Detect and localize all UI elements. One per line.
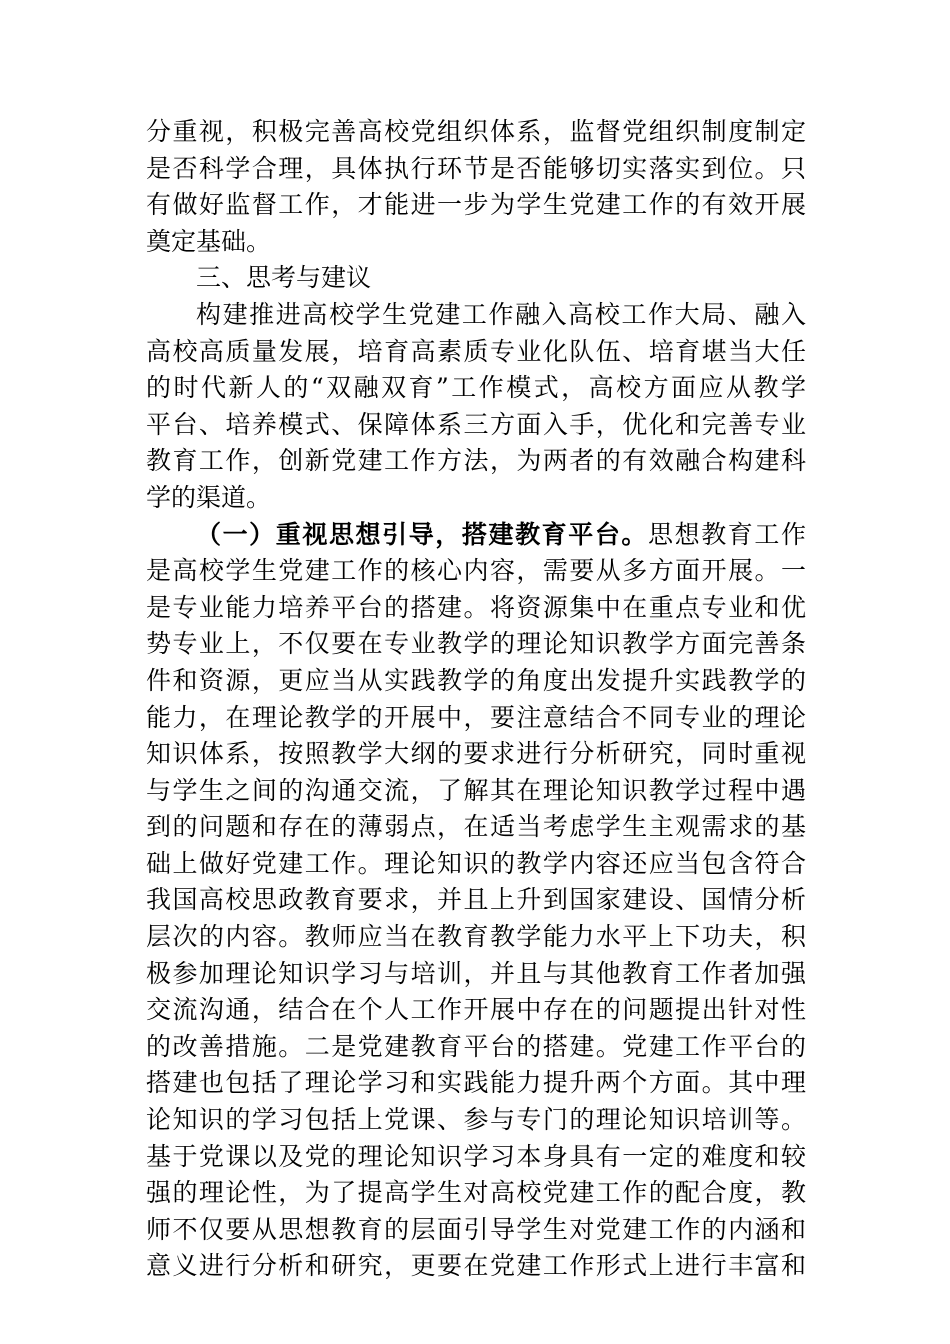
text-line: 有做好监督工作，才能进一步为学生党建工作的有效开展 <box>146 190 806 220</box>
section-heading: 三、思考与建议 <box>196 263 372 293</box>
text-line: 能力，在理论教学的开展中，要注意结合不同专业的理论 <box>146 702 806 732</box>
text-line: 师不仅要从思想教育的层面引导学生对党建工作的内涵和 <box>146 1214 806 1244</box>
text-line: 是专业能力培养平台的搭建。将资源集中在重点专业和优 <box>146 592 806 622</box>
text-line: 与学生之间的沟通交流，了解其在理论知识教学过程中遇 <box>146 775 806 805</box>
text-line: 件和资源，更应当从实践教学的角度出发提升实践教学的 <box>146 665 806 695</box>
text-line: 学的渠道。 <box>146 482 272 512</box>
text-line: 教育工作，创新党建工作方法，为两者的有效融合构建科 <box>146 446 806 476</box>
text-line: 我国高校思政教育要求，并且上升到国家建设、国情分析 <box>146 885 806 915</box>
text-line: 奠定基础。 <box>146 226 272 256</box>
text-line: 构建推进高校学生党建工作融入高校工作大局、融入 <box>196 299 806 329</box>
text-line: 极参加理论知识学习与培训，并且与其他教育工作者加强 <box>146 958 806 988</box>
text-span: 思想教育工作 <box>648 519 806 549</box>
text-line: 层次的内容。教师应当在教育教学能力水平上下功夫，积 <box>146 922 806 952</box>
text-line: 高校高质量发展，培育高素质专业化队伍、培育堪当大任 <box>146 336 806 366</box>
text-line: 是否科学合理，具体执行环节是否能够切实落实到位。只 <box>146 153 806 183</box>
text-line: 交流沟通，结合在个人工作开展中存在的问题提出针对性 <box>146 995 806 1025</box>
text-line: 搭建也包括了理论学习和实践能力提升两个方面。其中理 <box>146 1068 806 1098</box>
text-line: 的时代新人的“双融双育”工作模式，高校方面应从教学 <box>146 373 806 403</box>
text-line: 基于党课以及党的理论知识学习本身具有一定的难度和较 <box>146 1141 806 1171</box>
text-line-first <box>146 517 806 554</box>
text-line: 础上做好党建工作。理论知识的教学内容还应当包含符合 <box>146 848 806 878</box>
document-page <box>146 114 806 1285</box>
text-line: 的改善措施。二是党建教育平台的搭建。党建工作平台的 <box>146 1031 806 1061</box>
paragraph-supervision <box>146 114 806 260</box>
text-line: 意义进行分析和研究，更要在党建工作形式上进行丰富和 <box>146 1251 806 1281</box>
text-line: 强的理论性，为了提高学生对高校党建工作的配合度，教 <box>146 1178 806 1208</box>
text-line: 知识体系，按照教学大纲的要求进行分析研究，同时重视 <box>146 739 806 769</box>
text-line: 是高校学生党建工作的核心内容，需要从多方面开展。一 <box>146 556 806 586</box>
text-line: 势专业上，不仅要在专业教学的理论知识教学方面完善条 <box>146 629 806 659</box>
text-line: 论知识的学习包括上党课、参与专门的理论知识培训等。 <box>146 1105 806 1135</box>
text-line: 平台、培养模式、保障体系三方面入手，优化和完善专业 <box>146 409 806 439</box>
paragraph-education-platform <box>146 517 806 1285</box>
subsection-heading: （一）重视思想引导，搭建教育平台。 <box>196 519 649 549</box>
text-line: 分重视，积极完善高校党组织体系，监督党组织制度制定 <box>146 117 806 146</box>
paragraph-intro <box>146 297 806 517</box>
text-line: 到的问题和存在的薄弱点，在适当考虑学生主观需求的基 <box>146 812 806 842</box>
